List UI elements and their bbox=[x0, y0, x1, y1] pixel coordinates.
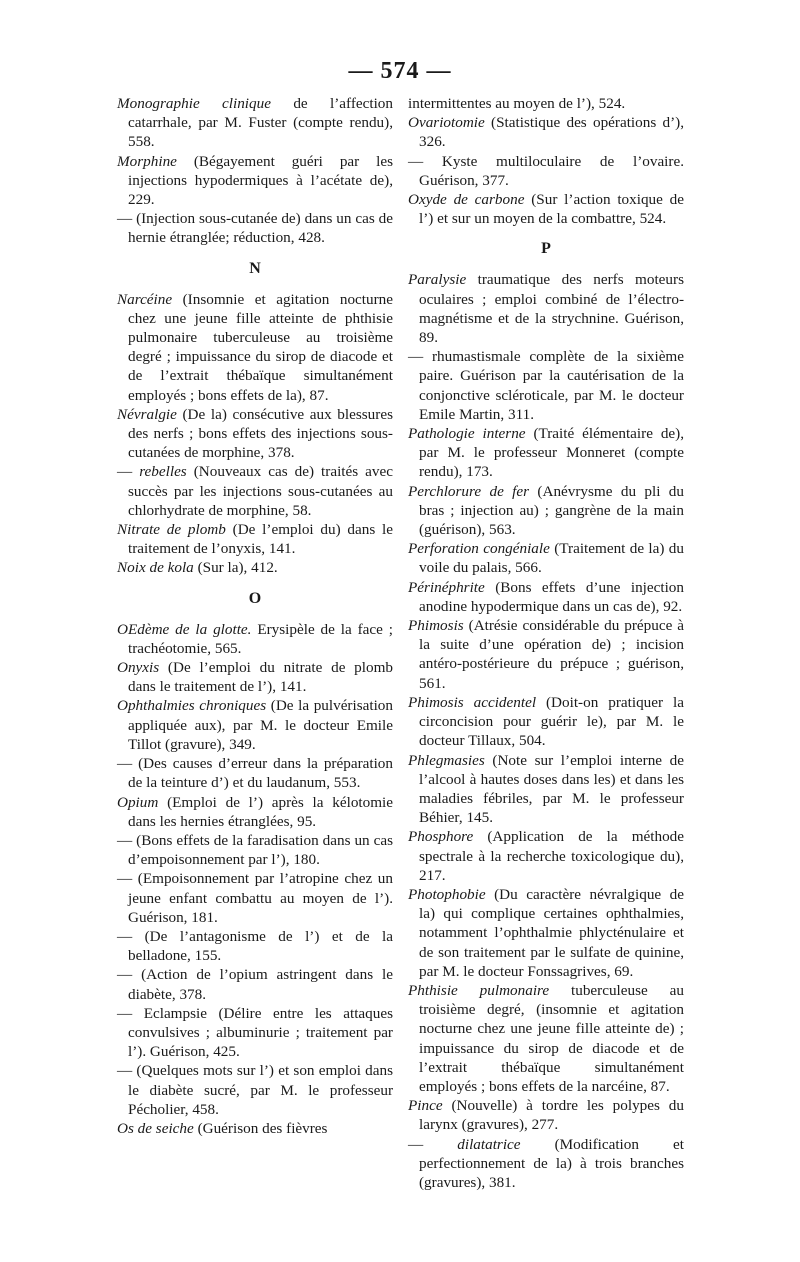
entry-text: (De la pulvérisation appliquée aux), par M. le docteur Emile Tillot (gravure), 349. bbox=[128, 697, 393, 753]
entry-term: Opium bbox=[117, 793, 159, 811]
entry-term: Os de seiche bbox=[117, 1119, 194, 1137]
entry-term: Morphine bbox=[117, 152, 177, 170]
entry-term: Phosphore bbox=[408, 828, 474, 846]
index-entry bbox=[117, 696, 393, 754]
entry-text: (Sur l’action toxique de l’) et sur un moyen de la combattre, 524. bbox=[419, 191, 684, 228]
index-entry bbox=[408, 190, 684, 228]
index-entry bbox=[117, 1119, 393, 1138]
entry-text: (Statistique des opérations d’), 326. bbox=[419, 114, 684, 151]
entry-text: (Note sur l’emploi interne de l’alcool à hautes doses dans les) et dans les maladies fébriles, par M. le professeur Béhier, 145. bbox=[419, 751, 684, 827]
entry-term: Oxyde de carbone bbox=[408, 191, 525, 209]
index-entry bbox=[117, 620, 393, 658]
index-entry bbox=[408, 1096, 684, 1134]
entry-dash: — bbox=[117, 927, 133, 945]
entry-dash: — bbox=[408, 1135, 424, 1153]
entry-text: (Bégayement guéri par les injections hypodermiques à l’acétate de), 229. bbox=[128, 152, 393, 209]
entry-text: intermittentes au moyen de l’), 524. bbox=[408, 95, 626, 112]
left-column bbox=[117, 94, 393, 1138]
index-entry bbox=[408, 94, 684, 113]
index-entry bbox=[117, 927, 393, 965]
entry-text: (De l’antagonisme de l’) et de la belladone, 155. bbox=[128, 927, 393, 965]
index-entry bbox=[408, 482, 684, 540]
entry-text: Kyste multiloculaire de l’ovaire. Guérison, 377. bbox=[419, 152, 684, 189]
entry-term: Monographie clinique bbox=[117, 95, 271, 112]
entry-dash: — bbox=[408, 152, 424, 170]
index-entry bbox=[117, 793, 393, 831]
entry-term: Périnéphrite bbox=[408, 578, 485, 596]
index-entry bbox=[117, 1004, 393, 1062]
entry-text: (Insomnie et agitation nocturne chez une jeune fille atteinte de phthisie pulmonaire tuberculeuse au troisième degré ; impuissance du sirop de diacode et de l’extrait thébaïque simultanément employés ; bons effets de la), 87. bbox=[128, 290, 393, 404]
entry-term: Phlegmasies bbox=[408, 751, 485, 769]
entry-text: (Traitement de la) du voile du palais, 566. bbox=[419, 540, 684, 577]
entry-text: (Bons effets de la faradisation dans un cas d’empoisonnement par l’), 180. bbox=[128, 831, 393, 869]
entry-text: tuberculeuse au troisième degré, (insomnie et agitation nocturne chez une jeune fille atteinte de) ; impuissance du sirop de diacode et de l’extrait thébaïque simultanément employés ; bons effets de la narcéine, 87. bbox=[419, 981, 684, 1095]
entry-text: (Modification et perfectionnement de la) à trois branches (gravures), 381. bbox=[419, 1135, 684, 1191]
entry-term: Ophthalmies chroniques bbox=[117, 697, 267, 715]
index-entry bbox=[117, 462, 393, 520]
entry-dash: — bbox=[117, 966, 133, 984]
entry-term: Névralgie bbox=[117, 405, 177, 423]
index-entry bbox=[408, 539, 684, 577]
index-entry bbox=[117, 1061, 393, 1119]
entry-text: de l’affection catarrhale, par M. Fuster (compte rendu), 558. bbox=[128, 95, 393, 151]
index-entry bbox=[117, 405, 393, 463]
section-letter-p: P bbox=[541, 240, 551, 258]
entry-term: Pathologie interne bbox=[408, 425, 526, 443]
index-entry bbox=[408, 270, 684, 347]
index-entry bbox=[117, 754, 393, 792]
entry-text: (Nouveaux cas de) traités avec succès par les injections sous-cutanées au chlorhydrate de morphine, 58. bbox=[128, 463, 393, 519]
entry-dash: — bbox=[117, 1062, 133, 1080]
entry-text: (Doit-on pratiquer la circoncision pour guérir le), par M. le docteur Tillaux, 504. bbox=[419, 693, 684, 750]
entry-text: (Des causes d’erreur dans la préparation de la teinture d’) et du laudanum, 553. bbox=[128, 755, 393, 792]
index-entry bbox=[408, 885, 684, 981]
entry-text: traumatique des nerfs moteurs oculaires ; emploi combiné de l’électro-magnétisme et de la strychnine. Guérison, 89. bbox=[419, 271, 684, 347]
index-entry bbox=[117, 520, 393, 558]
index-entry bbox=[408, 827, 684, 885]
entry-dash: — bbox=[117, 755, 133, 773]
entry-term: OEdème de la glotte. bbox=[117, 620, 252, 638]
entry-term: Phimosis bbox=[408, 617, 464, 635]
entry-text: rhumastismale complète de la sixième paire. Guérison par la cautérisation de la conjonctive scléroticale, par M. le docteur Emile Martin, 311. bbox=[419, 348, 684, 423]
entry-dash: — bbox=[117, 210, 133, 228]
left-entries-o bbox=[117, 620, 393, 1138]
right-column bbox=[408, 94, 684, 1192]
section-letter-o: O bbox=[248, 589, 262, 607]
entry-text: (Emploi de l’) après la kélotomie dans les hernies étranglées, 95. bbox=[128, 793, 393, 830]
entry-term: Nitrate de plomb bbox=[117, 521, 226, 539]
entry-text: (Empoisonnement par l’atropine chez un jeune enfant combattu au moyen de l’). Guérison, 181. bbox=[128, 870, 393, 926]
index-entry bbox=[117, 658, 393, 696]
entry-subterm: rebelles bbox=[132, 463, 187, 481]
index-entry bbox=[408, 751, 684, 828]
index-entry bbox=[117, 209, 393, 247]
entry-text: (Nouvelle) à tordre les polypes du larynx (gravures), 277. bbox=[419, 1097, 684, 1134]
index-entry bbox=[408, 347, 684, 424]
index-entry bbox=[117, 94, 393, 152]
entry-text: (Quelques mots sur l’) et son emploi dans le diabète sucré, par M. le professeur Pécholier, 458. bbox=[128, 1062, 393, 1118]
index-entry bbox=[117, 869, 393, 927]
left-entries-n bbox=[117, 290, 393, 578]
entry-text: (Injection sous-cutanée de) dans un cas de hernie étranglée; réduction, 428. bbox=[128, 210, 393, 247]
index-entry bbox=[408, 981, 684, 1096]
index-entry bbox=[117, 558, 393, 577]
entry-subterm: dilatatrice bbox=[423, 1135, 521, 1153]
index-entry bbox=[117, 965, 393, 1003]
index-entry bbox=[408, 693, 684, 751]
right-entries-p bbox=[408, 270, 684, 1192]
index-entry bbox=[408, 616, 684, 693]
entry-term: Perchlorure de fer bbox=[408, 482, 530, 500]
entry-text: (De la) consécutive aux blessures des nerfs ; bons effets des injections sous-cutanées de morphine, 378. bbox=[128, 405, 393, 462]
entry-text: (Application de la méthode spectrale à la recherche toxicologique du), 217. bbox=[419, 828, 684, 884]
index-entry bbox=[408, 424, 684, 482]
entry-text: (Traité élémentaire de), par M. le professeur Monneret (compte rendu), 173. bbox=[419, 425, 685, 481]
entry-dash: — bbox=[117, 463, 133, 481]
section-letter-n: N bbox=[249, 259, 261, 277]
entry-text: (Du caractère névralgique de la) qui complique certaines ophthalmies, notamment l’ophthalmie phlycténulaire et de son traitement par le sulfate de quinine, par M. le docteur Fonssagrives, 69. bbox=[419, 885, 684, 980]
entry-term: Noix de kola bbox=[117, 559, 194, 577]
entry-text: (Bons effets d’une injection anodine hypodermique dans un cas de), 92. bbox=[419, 578, 684, 615]
entry-term: Narcéine bbox=[117, 290, 173, 308]
entry-text: (De l’emploi du nitrate de plomb dans le traitement de l’), 141. bbox=[128, 659, 393, 696]
index-entry bbox=[117, 290, 393, 405]
entry-dash: — bbox=[117, 831, 133, 849]
entry-dash: — bbox=[408, 348, 424, 366]
index-entry bbox=[117, 831, 393, 869]
right-entries-top bbox=[408, 94, 684, 228]
index-entry bbox=[117, 152, 393, 210]
index-entry bbox=[408, 1135, 684, 1193]
entry-term: Pince bbox=[408, 1097, 443, 1115]
entry-term: Paralysie bbox=[408, 271, 467, 289]
index-entry bbox=[408, 578, 684, 616]
index-entry bbox=[408, 113, 684, 151]
entry-text: Erysipèle de la face ; trachéotomie, 565. bbox=[128, 620, 393, 657]
entry-text: (Sur la), 412. bbox=[193, 559, 278, 577]
entry-term: Perforation congéniale bbox=[408, 540, 550, 558]
entry-term: Phthisie pulmonaire bbox=[408, 981, 550, 999]
page-number: — 574 — bbox=[348, 58, 452, 84]
entry-term: Phimosis accidentel bbox=[408, 693, 537, 711]
entry-text: Eclampsie (Délire entre les attaques convulsives ; albuminurie ; traitement par l’). Guérison, 425. bbox=[128, 1004, 393, 1061]
entry-term: Photophobie bbox=[408, 885, 486, 903]
entry-text: (Atrésie considérable du prépuce à la suite d’une opération de) ; incision antéro-postérieure du prépuce ; guérison, 561. bbox=[419, 617, 684, 692]
entry-dash: — bbox=[117, 1004, 133, 1022]
left-entries-top bbox=[117, 94, 393, 248]
index-entry bbox=[408, 152, 684, 190]
entry-text: (Guérison des fièvres bbox=[193, 1119, 328, 1137]
entry-term: Ovariotomie bbox=[408, 114, 485, 132]
entry-term: Onyxis bbox=[117, 659, 160, 677]
entry-dash: — bbox=[117, 870, 133, 888]
entry-text: (Anévrysme du pli du bras ; injection au) ; gangrène de la main (guérison), 563. bbox=[419, 482, 684, 539]
entry-text: (De l’emploi du) dans le traitement de l’onyxis, 141. bbox=[128, 521, 393, 558]
entry-text: (Action de l’opium astringent dans le diabète, 378. bbox=[128, 966, 393, 1003]
